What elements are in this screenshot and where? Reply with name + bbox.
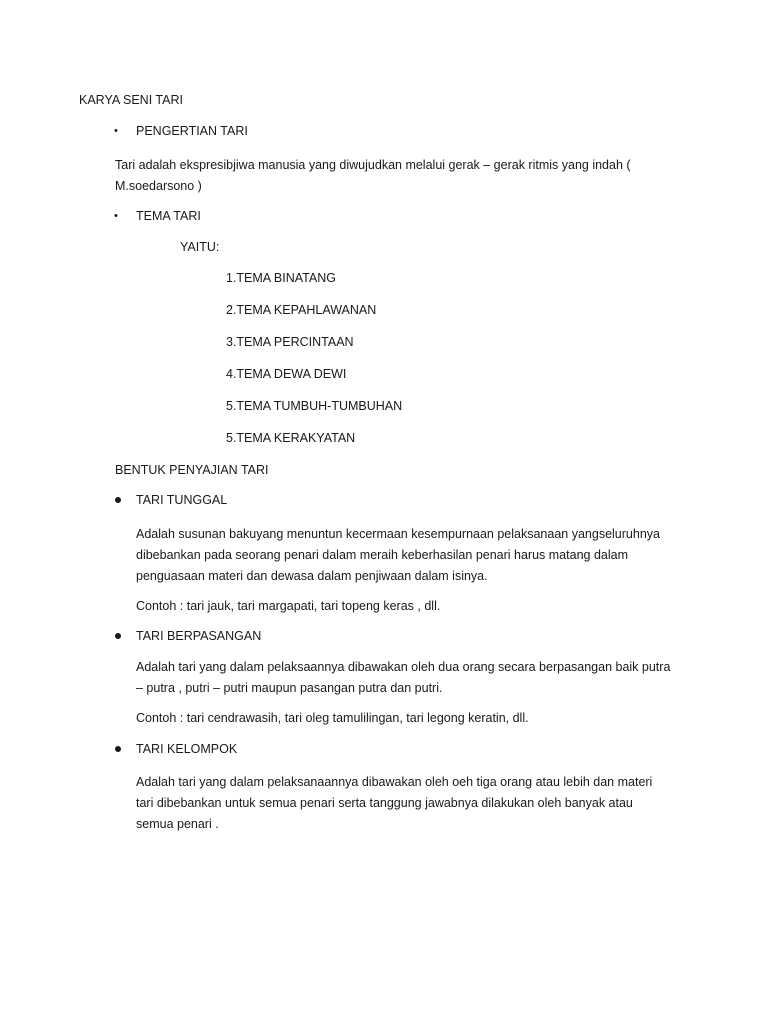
- section-heading-pengertian-tari: PENGERTIAN TARI: [136, 124, 248, 138]
- paragraph-line: dibebankan pada seorang penari dalam meraih keberhasilan penari harus matang dalam: [136, 548, 628, 562]
- tari-berpasangan-description: [136, 657, 696, 699]
- item-heading-tari-tunggal: TARI TUNGGAL: [136, 493, 228, 507]
- paragraph-line: Adalah susunan bakuyang menuntun kecermaan kesempurnaan pelaksanaan yangseluruhnya: [136, 527, 660, 541]
- section-heading-bentuk-penyajian: BENTUK PENYAJIAN TARI: [115, 463, 269, 477]
- paragraph-line: semua penari .: [136, 817, 219, 831]
- paragraph-line: Tari adalah ekspresibjiwa manusia yang diwujudkan melalui gerak – gerak ritmis yang indah (: [115, 158, 631, 172]
- theme-item: 5.TEMA TUMBUH-TUMBUHAN: [226, 399, 403, 413]
- tari-tunggal-example: Contoh : tari jauk, tari margapati, tari topeng keras , dll.: [136, 599, 441, 613]
- theme-item: 4.TEMA DEWA DEWI: [226, 367, 347, 381]
- paragraph-line: M.soedarsono ): [115, 179, 202, 193]
- paragraph-line: Adalah tari yang dalam pelaksanaannya dibawakan oleh oeh tiga orang atau lebih dan materi: [136, 775, 653, 789]
- section-heading-tema-tari: TEMA TARI: [136, 209, 201, 223]
- bullet-dot-icon: [115, 633, 121, 639]
- paragraph-line: Adalah tari yang dalam pelaksaannya dibawakan oleh dua orang secara berpasangan baik putra: [136, 660, 671, 674]
- document-title: KARYA SENI TARI: [79, 93, 183, 107]
- theme-item: 2.TEMA KEPAHLAWANAN: [226, 303, 377, 317]
- paragraph-line: – putra , putri – putri maupun pasangan putra dan putri.: [136, 681, 443, 695]
- definition-paragraph: [115, 155, 695, 197]
- bullet-dot-icon: [115, 497, 121, 503]
- item-heading-tari-berpasangan: TARI BERPASANGAN: [136, 629, 262, 643]
- tari-berpasangan-example: Contoh : tari cendrawasih, tari oleg tamulilingan, tari legong keratin, dll.: [136, 711, 529, 725]
- paragraph-line: tari dibebankan untuk semua penari serta tanggung jawabnya dilakukan oleh banyak atau: [136, 796, 633, 810]
- theme-item: 5.TEMA KERAKYATAN: [226, 431, 356, 445]
- tari-tunggal-description: [136, 524, 696, 587]
- bullet-icon: •: [114, 210, 118, 222]
- paragraph-line: penguasaan materi dan dewasa dalam penjiwaan dalam isinya.: [136, 569, 488, 583]
- tari-kelompok-description: [136, 772, 696, 835]
- bullet-icon: •: [114, 125, 118, 137]
- theme-item: 3.TEMA PERCINTAAN: [226, 335, 354, 349]
- item-heading-tari-kelompok: TARI KELOMPOK: [136, 742, 238, 756]
- themes-intro: YAITU:: [180, 240, 220, 254]
- bullet-dot-icon: [115, 746, 121, 752]
- theme-item: 1.TEMA BINATANG: [226, 271, 336, 285]
